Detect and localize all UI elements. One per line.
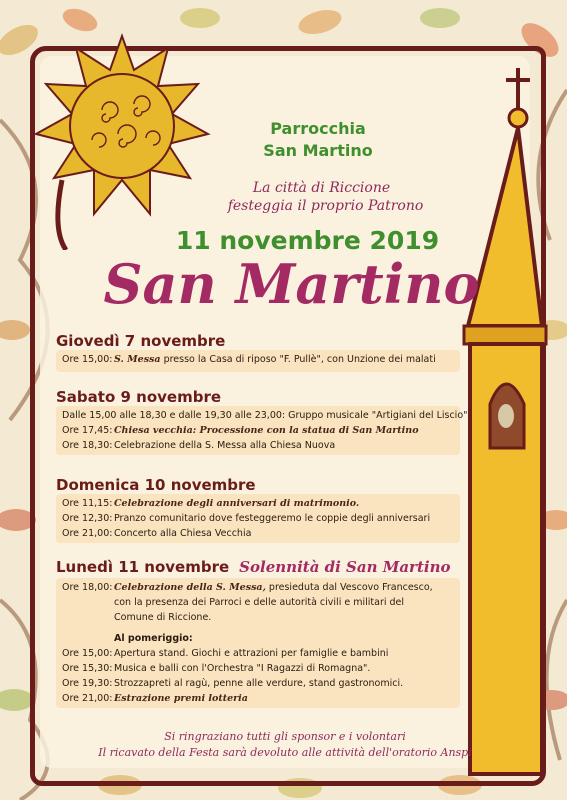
event-text: Comune di Riccione. <box>114 612 212 623</box>
time: Ore 21,00: <box>62 528 113 539</box>
time: Ore 11,15: <box>62 498 113 509</box>
schedule-row <box>62 423 454 438</box>
time: Ore 15,00: <box>62 354 113 365</box>
time: Ore 18,00: <box>62 582 113 593</box>
event-text: con la presenza dei Parroci e delle autorità civili e militari del <box>114 597 405 608</box>
schedule-row <box>62 595 454 610</box>
event-highlight: Celebrazione della S. Messa, <box>114 582 266 593</box>
proceeds-line: Il ricavato della Festa sarà devoluto alle attività dell'oratorio Anspi <box>98 746 472 759</box>
schedule-row <box>62 646 454 661</box>
time: Ore 18,30: <box>62 440 113 451</box>
schedule-row <box>62 580 454 595</box>
day-heading-sunday: Domenica 10 novembre <box>56 476 256 494</box>
event-text: Musica e balli con l'Orchestra "I Ragazzi di Romagna". <box>114 663 371 674</box>
day-heading-monday <box>56 558 450 576</box>
schedule-row <box>62 691 454 706</box>
time: Ore 17,45: <box>62 425 113 436</box>
parish-name <box>258 118 378 162</box>
event-text: Apertura stand. Giochi e attrazioni per famiglie e bambini <box>114 648 389 659</box>
schedule-row <box>62 610 454 625</box>
day-heading-saturday: Sabato 9 novembre <box>56 388 222 406</box>
event-highlight: Chiesa vecchia: Processione con la statua di San Martino <box>114 425 419 436</box>
parish-line-2: San Martino <box>263 141 373 160</box>
intro-line-1: La città di Riccione <box>252 180 391 196</box>
schedule-box-sunday <box>56 494 460 543</box>
schedule-row <box>62 511 454 526</box>
schedule-row <box>62 676 454 691</box>
schedule-row <box>62 352 454 367</box>
event-highlight: Estrazione premi lotteria <box>114 693 248 704</box>
day-title: Lunedì 11 novembre <box>56 558 230 576</box>
sun-swirl-decoration <box>22 30 222 250</box>
event-text: Concerto alla Chiesa Vecchia <box>114 528 252 539</box>
event-text: presso la Casa di riposo "F. Pullè", con Unzione dei malati <box>160 354 436 365</box>
schedule-box-thursday <box>56 350 460 372</box>
thanks-line: Si ringraziano tutti gli sponsor e i volontari <box>164 730 406 743</box>
saint-title: San Martino <box>103 252 480 316</box>
event-highlight: Celebrazione degli anniversari di matrimonio. <box>114 498 360 509</box>
event-text: Dalle 15,00 alle 18,30 e dalle 19,30 alle 23,00: Gruppo musicale "Artigiani del Liscio" <box>62 410 468 421</box>
event-highlight: S. Messa <box>114 354 161 365</box>
time: Ore 19,30: <box>62 678 113 689</box>
time: Ore 15,30: <box>62 663 113 674</box>
intro-line-2: festeggia il proprio Patrono <box>227 198 424 214</box>
day-subtitle: Solennità di San Martino <box>239 558 451 576</box>
time: Ore 15,00: <box>62 648 113 659</box>
schedule-row <box>62 526 454 541</box>
event-text: Celebrazione della S. Messa alla Chiesa Nuova <box>114 440 336 451</box>
day-heading-thursday: Giovedì 7 novembre <box>56 332 226 350</box>
event-text: Strozzapreti al ragù, penne alle verdure, stand gastronomici. <box>114 678 404 689</box>
event-text: presieduta dal Vescovo Francesco, <box>265 582 433 593</box>
afternoon-label: Al pomeriggio: <box>114 633 193 644</box>
event-date: 11 novembre 2019 <box>175 226 440 255</box>
event-text: Pranzo comunitario dove festeggeremo le coppie degli anniversari <box>114 513 431 524</box>
schedule-row <box>62 496 454 511</box>
schedule-row <box>62 408 468 423</box>
time: Ore 21,00: <box>62 693 113 704</box>
schedule-box-monday <box>56 578 460 708</box>
schedule-box-saturday <box>56 406 468 455</box>
schedule-row <box>62 438 454 453</box>
parish-line-1: Parrocchia <box>270 119 366 138</box>
time: Ore 12,30: <box>62 513 113 524</box>
schedule-row <box>62 661 454 676</box>
